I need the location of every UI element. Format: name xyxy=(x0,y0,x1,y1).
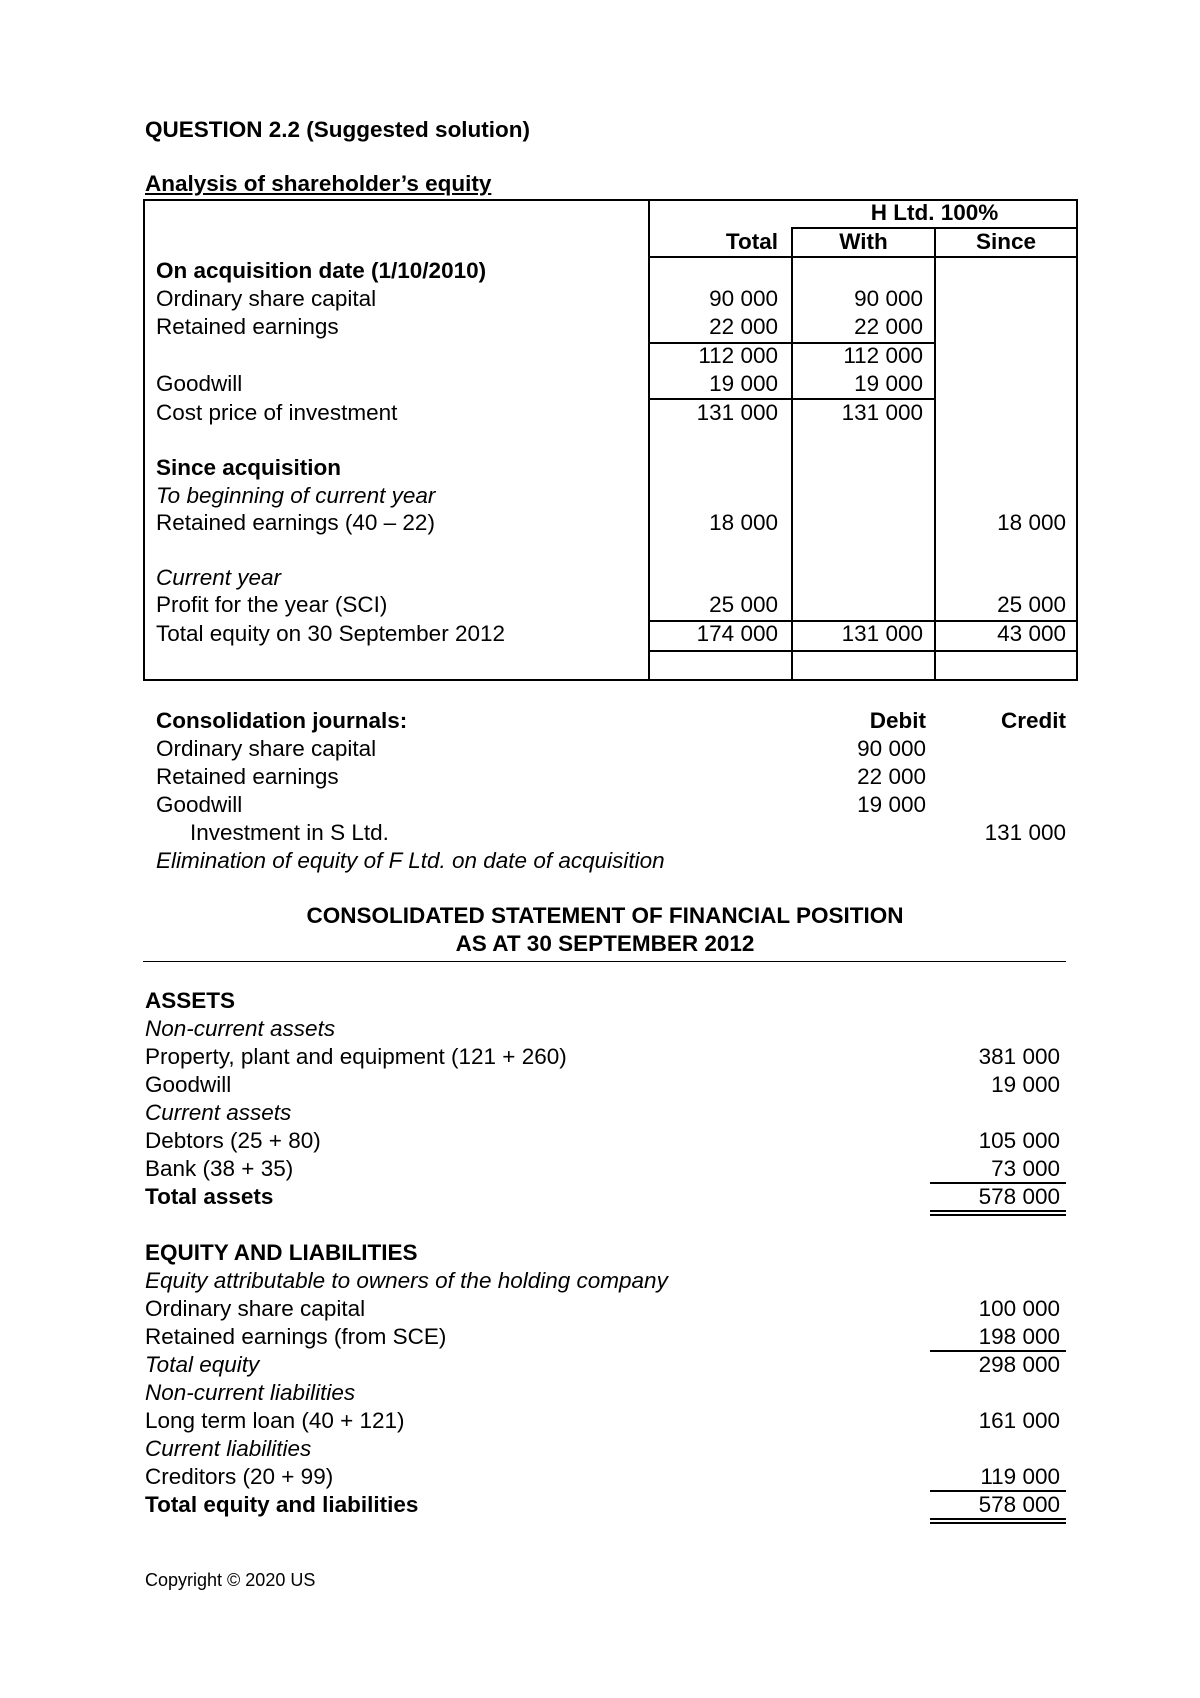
statement-row-label: Current liabilities xyxy=(145,1436,312,1461)
table-row-label: Since acquisition xyxy=(156,455,342,480)
journals-title: Consolidation journals: xyxy=(156,708,408,733)
journal-row-label: Investment in S Ltd. xyxy=(190,820,389,845)
statement-row-label: Bank (38 + 35) xyxy=(145,1156,294,1181)
table-row-label: Profit for the year (SCI) xyxy=(156,592,388,617)
col-with-header: With xyxy=(839,229,888,254)
journal-debit: 22 000 xyxy=(857,764,926,789)
statement-value: 578 000 xyxy=(978,1184,1060,1209)
table-cell-with: 112 000 xyxy=(843,343,923,368)
table-row-label: Cost price of investment xyxy=(156,400,398,425)
table-row-label: To beginning of current year xyxy=(156,483,436,508)
table-cell-with: 19 000 xyxy=(854,371,923,396)
table-row-label: Ordinary share capital xyxy=(156,286,377,311)
statement-row-label: Goodwill xyxy=(145,1072,232,1097)
debit-header: Debit xyxy=(869,708,926,733)
table-row-label: Current year xyxy=(156,565,282,590)
table-cell-total: 112 000 xyxy=(698,343,778,368)
statement-value: 578 000 xyxy=(978,1492,1060,1517)
table-row-label: Goodwill xyxy=(156,371,243,396)
statement-row-label: Total equity and liabilities xyxy=(145,1492,419,1517)
statement-row-label: Long term loan (40 + 121) xyxy=(145,1408,405,1433)
question-title: QUESTION 2.2 (Suggested solution) xyxy=(145,117,531,142)
statement-value: 381 000 xyxy=(978,1044,1060,1069)
statement-row-label: Non-current liabilities xyxy=(145,1380,356,1405)
col-since-header: Since xyxy=(975,229,1037,254)
journal-narration: Elimination of equity of F Ltd. on date of acquisition xyxy=(156,848,665,873)
table-cell-total: 131 000 xyxy=(696,400,778,425)
statement-value: 73 000 xyxy=(991,1156,1060,1181)
journal-debit: 90 000 xyxy=(857,736,926,761)
table-cell-total: 22 000 xyxy=(709,314,778,339)
table-cell-since: 43 000 xyxy=(997,621,1066,646)
journal-row-label: Ordinary share capital xyxy=(156,736,377,761)
journal-debit: 19 000 xyxy=(857,792,926,817)
table-cell-total: 90 000 xyxy=(709,286,778,311)
statement-value: 119 000 xyxy=(980,1464,1060,1489)
analysis-title: Analysis of shareholder’s equity xyxy=(145,171,492,196)
table-cell-total: 25 000 xyxy=(709,592,778,617)
statement-value: 105 000 xyxy=(978,1128,1060,1153)
statement-row-label: Ordinary share capital xyxy=(145,1296,366,1321)
statement-row-label: Current assets xyxy=(145,1100,292,1125)
statement-row-label: Total assets xyxy=(145,1184,274,1209)
statement-row-label: Creditors (20 + 99) xyxy=(145,1464,334,1489)
statement-value: 161 000 xyxy=(978,1408,1060,1433)
table-cell-since: 25 000 xyxy=(997,592,1066,617)
journal-row-label: Retained earnings xyxy=(156,764,339,789)
journal-row-label: Goodwill xyxy=(156,792,243,817)
statement-value: 198 000 xyxy=(978,1324,1060,1349)
col-total-header: Total xyxy=(725,229,778,254)
table-row-label: On acquisition date (1/10/2010) xyxy=(156,258,487,283)
statement-value: 19 000 xyxy=(991,1072,1060,1097)
table-cell-with: 22 000 xyxy=(854,314,923,339)
statement-row-label: Debtors (25 + 80) xyxy=(145,1128,321,1153)
table-cell-since: 18 000 xyxy=(997,510,1066,535)
table-cell-total: 18 000 xyxy=(709,510,778,535)
table-cell-total: 174 000 xyxy=(696,621,778,646)
statement-row-label: Equity attributable to owners of the holding company xyxy=(145,1268,668,1293)
statement-row-label: Retained earnings (from SCE) xyxy=(145,1324,447,1349)
group-header: H Ltd. 100% xyxy=(870,200,999,225)
credit-header: Credit xyxy=(1000,708,1066,733)
table-cell-with: 90 000 xyxy=(854,286,923,311)
statement-row-label: Property, plant and equipment (121 + 260) xyxy=(145,1044,567,1069)
table-cell-with: 131 000 xyxy=(841,400,923,425)
statement-value: 298 000 xyxy=(978,1352,1060,1377)
statement-row-label: Total equity xyxy=(145,1352,260,1377)
table-row-label: Retained earnings xyxy=(156,314,339,339)
copyright-footer: Copyright © 2020 US xyxy=(145,1570,316,1590)
statement-row-label: EQUITY AND LIABILITIES xyxy=(145,1240,418,1265)
table-row-label: Retained earnings (40 – 22) xyxy=(156,510,435,535)
statement-value: 100 000 xyxy=(978,1296,1060,1321)
table-row-label: Total equity on 30 September 2012 xyxy=(156,621,505,646)
statement-row-label: Non-current assets xyxy=(145,1016,336,1041)
journal-credit: 131 000 xyxy=(984,820,1066,845)
statement-title: CONSOLIDATED STATEMENT OF FINANCIAL POSITION xyxy=(306,903,904,928)
statement-subtitle: AS AT 30 SEPTEMBER 2012 xyxy=(455,931,755,956)
table-cell-total: 19 000 xyxy=(709,371,778,396)
statement-row-label: ASSETS xyxy=(145,988,236,1013)
table-cell-with: 131 000 xyxy=(841,621,923,646)
